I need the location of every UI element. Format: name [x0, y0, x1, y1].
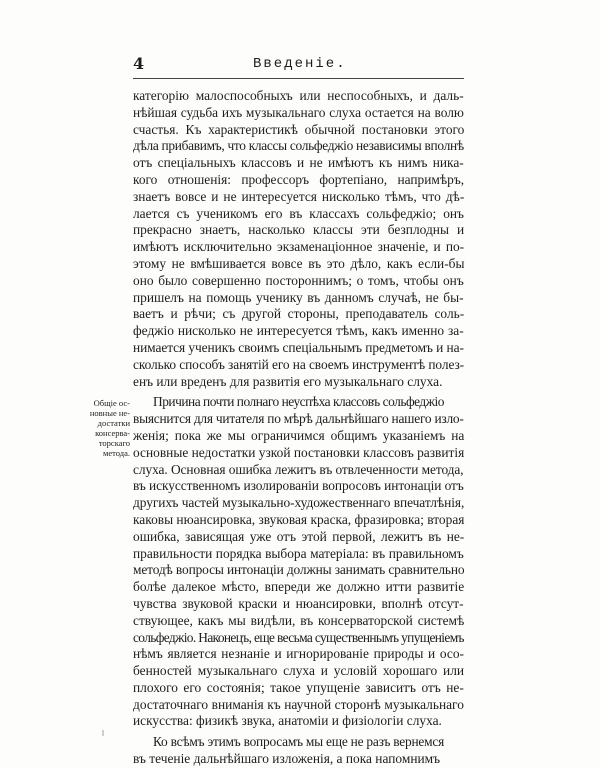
- text-line: другихъ частей музыкально-художественнаго впечатлѣнія,: [133, 495, 465, 511]
- text-line: категорію малоспособныхъ или неспособныхъ, и даль-: [133, 88, 464, 103]
- text-line: болѣе далекое мѣсто, впереди же должно итти развитіе: [133, 579, 465, 595]
- header-rule: [133, 78, 464, 79]
- running-title: Введеніе.: [253, 56, 347, 72]
- text-line: слуха. Основная ошибка лежитъ въ отвлеченности метода,: [133, 461, 464, 477]
- margin-note-line: консерва-: [95, 428, 130, 438]
- page-number: 4: [133, 54, 145, 73]
- margin-note: [78, 398, 130, 458]
- text-line: плохого его состоянія; такое упущеніе зависитъ отъ не-: [133, 679, 464, 695]
- margin-note-line: метода.: [103, 448, 130, 458]
- text-line: счастья. Къ характеристикѣ обычной постановки этого: [133, 121, 465, 137]
- text-line: въ теченіе дальнѣйшаго изложенія, а пока напомнимъ: [133, 751, 441, 767]
- body-text: [133, 88, 464, 768]
- text-line: основные недостатки узкой постановки классовъ развитія: [133, 444, 465, 460]
- text-line: нимается ученикъ своимъ спеціальнымъ предметомъ и на-: [133, 339, 464, 355]
- text-line: Ко всѣмъ этимъ вопросамъ мы еще не разъ вернемся: [153, 734, 444, 750]
- text-line: методѣ вопросы интонаціи должны занимать сравнительно: [133, 562, 465, 578]
- text-line: каковы нюансировка, звуковая краска, фразировка; вторая: [133, 511, 465, 527]
- text-line: пришелъ на помощь ученику въ данномъ случаѣ, не бы-: [133, 289, 464, 305]
- text-line: въ искусственномъ изолированіи вопросовъ интонаціи отъ: [133, 478, 464, 494]
- margin-note-line: новные не-: [89, 408, 130, 418]
- text-line: нѣйшая судьба ихъ музыкальнаго слуха остается на волю: [133, 104, 464, 120]
- paragraph: [133, 734, 464, 768]
- text-line: феджіо нисколько не интересуется тѣмъ, какъ именно за-: [133, 323, 464, 339]
- text-line: достаточнаго вниманія къ научной сторонѣ музыкальнаго: [133, 696, 464, 712]
- text-line: прекрасно знаетъ, насколько классы эти безплодны и: [133, 222, 465, 238]
- margin-note-line: достатки: [97, 418, 130, 428]
- margin-note-line: торскаго: [98, 438, 130, 448]
- text-line: знаетъ вовсе и не интересуется нисколько тѣмъ, что дѣ-: [133, 188, 465, 204]
- text-line: чувства звуковой краски и нюансировки, вполнѣ отсут-: [133, 595, 464, 611]
- text-line: сколько способъ занятій его на своемъ инструментѣ полез-: [133, 356, 465, 372]
- text-line: енъ или вреденъ для развитія его музыкальнаго слуха.: [133, 373, 443, 389]
- text-line: правильности порядка выбора матеріала: въ правильномъ: [133, 545, 464, 561]
- text-line: ствующее, какъ мы видѣли, въ консерваторской системѣ: [133, 612, 465, 628]
- text-line: выяснится для читателя по мѣрѣ дальнѣйшаго нашего изло-: [133, 411, 464, 427]
- margin-note-line: Общіе ос-: [93, 398, 130, 408]
- text-line: кого отношенія: профессоръ фортепіано, напримѣръ,: [133, 171, 465, 187]
- text-line: ошибка, зависящая уже отъ этой первой, лежитъ въ не-: [133, 528, 465, 544]
- paragraph: [133, 394, 464, 730]
- text-line: женія; пока же мы ограничимся общимъ указаніемъ на: [133, 427, 465, 443]
- text-line: ваетъ и рѣчи; съ другой стороны, преподаватель соль-: [133, 306, 465, 322]
- text-line: нѣмъ является незнаніе и игнорированіе природы и осо-: [133, 646, 464, 662]
- paragraph: [133, 88, 464, 390]
- text-line: этому не вмѣшивается вовсе въ это дѣло, какъ если-бы: [133, 255, 465, 271]
- text-line: сольфеджіо. Наконецъ, еще весьма существеннымъ упущеніемъ: [133, 629, 464, 645]
- scan-mark: [102, 730, 104, 736]
- text-line: лается съ ученикомъ его въ классахъ сольфеджіо; онъ: [133, 205, 464, 221]
- text-line: отъ спеціальныхъ классовъ и не имѣютъ къ нимъ ника-: [133, 155, 464, 171]
- text-line: искусства: физикѣ звука, анатоміи и физіологіи слуха.: [133, 713, 442, 729]
- text-line: дѣла прибавимъ, что классы сольфеджіо независимы вполнѣ: [133, 138, 464, 154]
- text-line: имѣютъ исключительно экзаменаціонное значеніе, и по-: [133, 239, 465, 255]
- text-line: Причина почти полнаго неуспѣха классовъ сольфеджіо: [153, 394, 444, 410]
- text-line: оно было совершенно постороннимъ; о томъ, чтобы онъ: [133, 272, 464, 288]
- text-line: бенностей музыкальнаго слуха и условій хорошаго или: [133, 663, 465, 679]
- page-header: [133, 54, 464, 76]
